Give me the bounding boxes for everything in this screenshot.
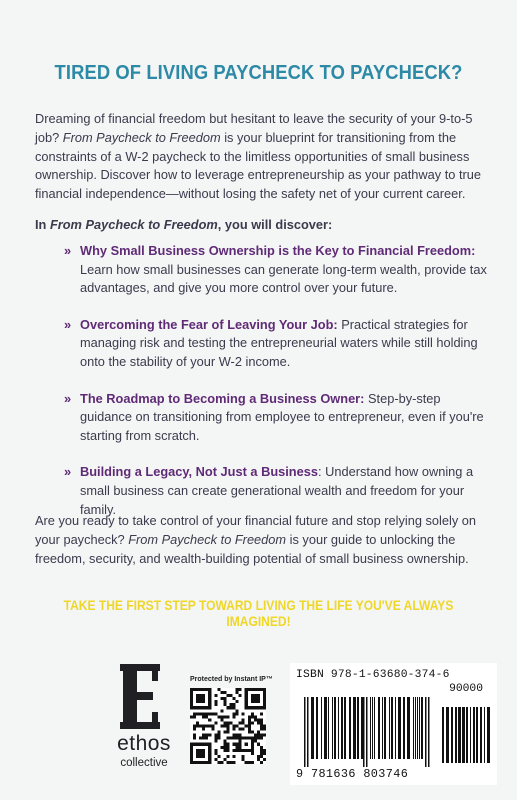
ean-text: 9 781636 803746	[296, 767, 409, 781]
bullet-title: The Roadmap to Becoming a Business Owner:	[80, 390, 365, 406]
bullet-text: Learn how small businesses can generate long-term wealth, provide tax advantages, and give you more control over your future.	[80, 261, 487, 296]
discover-heading	[35, 216, 490, 234]
isbn-text: ISBN 978-1-63680-374-6	[296, 669, 450, 681]
list-item	[64, 316, 490, 372]
closing-paragraph	[35, 512, 490, 568]
bullet-mark: »	[64, 390, 72, 406]
bullet-text: Step-by-step guidance on transitioning from employee to entrepreneur, even if you're starting from scratch.	[80, 390, 484, 443]
barcode-area	[290, 663, 497, 785]
publisher-name: ethos	[117, 732, 171, 755]
intro-text-1: Dreaming of financial freedom but hesitant to leave the security of your 9-to-5 job?	[35, 111, 473, 145]
barcode-icon	[296, 697, 492, 767]
bullet-title: Why Small Business Ownership is the Key to Financial Freedom:	[80, 243, 476, 258]
price-addon-text: 90000	[449, 683, 483, 695]
intro-text-2: is your blueprint for transitioning from the constraints of a W-2 paycheck to the limitless opportunities of small business ownership. Discover how to leverage entrepreneurship as your pathway to true financial independence—without losing the safety net of your current career.	[35, 129, 481, 202]
closing-book-title: From Paycheck to Freedom	[128, 531, 287, 547]
discover-book-title: From Paycheck to Freedom	[49, 217, 218, 232]
qr-code-icon	[190, 688, 266, 764]
list-item	[64, 390, 490, 446]
bullet-mark: »	[64, 316, 72, 332]
bullet-text: Practical strategies for managing risk and testing the entrepreneurial waters while still holding onto the stability of your W-2 income.	[80, 316, 478, 369]
list-item	[64, 242, 490, 298]
closing-text-2: is your guide to unlocking the freedom, security, and wealth-building potential of small business ownership.	[35, 531, 469, 566]
bullet-mark: »	[64, 464, 72, 480]
bullet-title: Overcoming the Fear of Leaving Your Job:	[80, 316, 338, 332]
discover-suffix: , you will discover:	[217, 217, 333, 232]
publisher-logo	[110, 664, 180, 779]
bullet-mark: »	[64, 243, 72, 258]
bullet-text: : Understand how owning a small business can create generational wealth and freedom for your family.	[80, 464, 474, 517]
qr-label: Protected by Instant IP™	[190, 676, 273, 683]
discover-prefix: In	[35, 217, 50, 232]
list-item	[64, 463, 490, 519]
pillar-e-icon	[120, 664, 160, 729]
benefit-list	[64, 242, 490, 537]
intro-book-title: From Paycheck to Freedom	[62, 129, 221, 145]
publisher-sub: collective	[120, 757, 168, 769]
intro-paragraph	[35, 110, 490, 204]
closing-text-1: Are you ready to take control of your financial future and stop relying solely on your paycheck?	[35, 513, 477, 547]
headline: TIRED OF LIVING PAYCHECK TO PAYCHECK?	[54, 62, 463, 84]
call-to-action: TAKE THE FIRST STEP TOWARD LIVING THE LIFE YOU'VE ALWAYS IMAGINED!	[63, 597, 454, 629]
bullet-title: Building a Legacy, Not Just a Business	[80, 464, 318, 480]
